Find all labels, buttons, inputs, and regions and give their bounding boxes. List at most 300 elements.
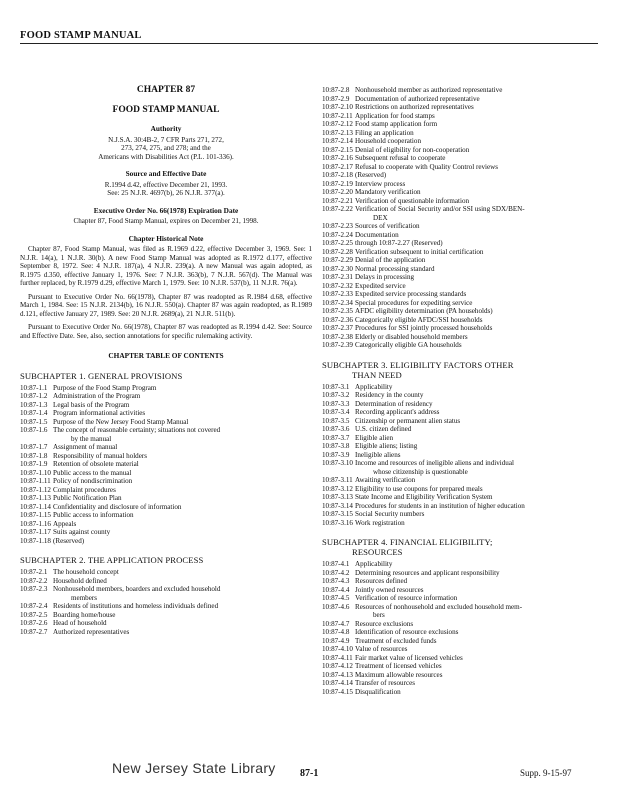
section-number: 10:87-4.13 bbox=[322, 670, 353, 679]
section-number: 10:87-2.17 bbox=[322, 162, 353, 171]
section-title-text: Authorized representatives bbox=[53, 627, 130, 636]
section-title bbox=[355, 316, 600, 325]
section-number: 10:87-3.13 bbox=[322, 493, 353, 501]
history-heading: Chapter Historical Note bbox=[128, 233, 204, 243]
toc-entry bbox=[322, 239, 600, 248]
toc-heading: CHAPTER TABLE OF CONTENTS bbox=[108, 351, 224, 360]
section-number: 10:87-4.12 bbox=[322, 662, 353, 670]
section-number: 10:87-2.28 bbox=[322, 247, 353, 256]
section-title-text: Retention of obsolete material bbox=[53, 460, 139, 468]
toc-entry bbox=[322, 391, 600, 400]
subchapter-2-title: SUBCHAPTER 2. THE APPLICATION PROCESS bbox=[20, 555, 204, 565]
source-heading: Source and Effective Date bbox=[125, 169, 207, 178]
section-number: 10:87-4.9 bbox=[322, 636, 350, 645]
subchapter-2-list bbox=[20, 568, 312, 636]
section-number: 10:87-2.21 bbox=[322, 196, 353, 205]
section-number: 10:87-3.12 bbox=[322, 484, 353, 493]
section-number: 10:87-2.8 bbox=[322, 86, 350, 94]
toc-entry bbox=[322, 299, 600, 308]
section-number: 10:87-2.37 bbox=[322, 324, 353, 332]
section-title-text: Filing an application bbox=[355, 128, 414, 137]
toc-entry bbox=[322, 282, 600, 291]
section-number: 10:87-1.11 bbox=[20, 477, 51, 485]
toc-entry bbox=[20, 577, 312, 586]
section-number: 10:87-1.13 bbox=[20, 494, 51, 502]
section-title bbox=[53, 392, 312, 401]
section-title bbox=[53, 577, 312, 586]
section-number: 10:87-3.2 bbox=[322, 391, 350, 399]
section-number: 10:87-2.34 bbox=[322, 298, 353, 307]
subchapter-1-title: SUBCHAPTER 1. GENERAL PROVISIONS bbox=[20, 370, 183, 381]
toc-entry bbox=[322, 502, 600, 511]
section-title-text: Refusal to cooperate with Quality Control reviews bbox=[355, 162, 499, 171]
subchapter-4-title bbox=[322, 537, 600, 557]
section-title-text: State Income and Eligibility Verification System bbox=[355, 493, 493, 501]
toc-entry bbox=[322, 154, 600, 163]
section-number: 10:87-1.6 bbox=[20, 426, 48, 434]
toc-entry bbox=[322, 476, 600, 485]
section-title-text: AFDC eligibility determination (PA households) bbox=[355, 307, 493, 315]
section-title bbox=[355, 324, 600, 333]
section-number: 10:87-2.20 bbox=[322, 188, 353, 196]
toc-entry bbox=[322, 519, 600, 528]
section-number: 10:87-1.3 bbox=[20, 400, 48, 409]
section-title bbox=[355, 586, 600, 595]
subchapter-3-title-line: SUBCHAPTER 3. ELIGIBILITY FACTORS OTHER bbox=[322, 359, 514, 370]
toc-entry bbox=[322, 86, 600, 95]
toc-entry bbox=[322, 188, 600, 197]
section-title bbox=[355, 383, 600, 392]
section-title bbox=[355, 180, 600, 189]
toc-entry bbox=[322, 577, 600, 586]
section-number: 10:87-1.18 bbox=[20, 536, 51, 545]
history-paragraph: Pursuant to Executive Order No. 66(1978), Chapter 87 was readopted as R.1994 d.42. See: Source and Effective Date. See, also, section annotations for specific rulemaking activity. bbox=[20, 323, 312, 340]
section-title bbox=[53, 568, 312, 577]
toc-entry bbox=[322, 637, 600, 646]
section-title-text: Documentation bbox=[355, 230, 399, 239]
section-title-text: Eligibility to use coupons for prepared meals bbox=[355, 484, 483, 493]
authority-line: N.J.S.A. 30:4B-2, 7 CFR Parts 271, 272, bbox=[108, 135, 224, 144]
section-number: 10:87-4.3 bbox=[322, 577, 350, 585]
section-number: 10:87-1.17 bbox=[20, 528, 51, 536]
section-title-continued: whose citizenship is questionable bbox=[373, 467, 468, 476]
section-title-text: Applicability bbox=[355, 560, 393, 568]
section-title-text: Public Notification Plan bbox=[53, 494, 122, 502]
section-number: 10:87-2.3 bbox=[20, 585, 48, 593]
toc-entry bbox=[20, 537, 312, 546]
section-title-text: Purpose of the Food Stamp Program bbox=[53, 383, 157, 392]
section-number: 10:87-2.19 bbox=[322, 179, 353, 188]
section-number: 10:87-3.6 bbox=[322, 425, 350, 433]
section-title bbox=[355, 391, 600, 400]
section-title-text: (Reserved) bbox=[355, 171, 387, 179]
toc-entry bbox=[322, 434, 600, 443]
toc-entry bbox=[20, 602, 312, 611]
toc-entry bbox=[20, 486, 312, 495]
section-title-text: Boarding home/house bbox=[53, 610, 116, 619]
toc-entry bbox=[322, 273, 600, 282]
toc-entry bbox=[322, 459, 600, 476]
section-title bbox=[355, 442, 600, 451]
toc-entry bbox=[322, 248, 600, 257]
section-number: 10:87-2.12 bbox=[322, 120, 353, 128]
toc-entry bbox=[20, 401, 312, 410]
section-title-text: Complaint procedures bbox=[53, 485, 116, 494]
section-title-text: Subsequent refusal to cooperate bbox=[355, 154, 446, 162]
section-number: 10:87-4.5 bbox=[322, 594, 350, 602]
section-title-text: Purpose of the New Jersey Food Stamp Manual bbox=[53, 417, 189, 426]
section-number: 10:87-3.3 bbox=[322, 399, 350, 408]
section-title bbox=[53, 520, 312, 529]
source-line: R.1994 d.42, effective December 21, 1993. bbox=[104, 180, 228, 189]
section-title bbox=[53, 418, 312, 427]
section-title bbox=[355, 86, 600, 95]
section-title-text: Residency in the county bbox=[355, 391, 424, 399]
section-title bbox=[355, 502, 600, 511]
eo-text: Chapter 87, Food Stamp Manual, expires on December 21, 1998. bbox=[73, 217, 259, 225]
section-title bbox=[355, 451, 600, 460]
section-title-text: Verification of resource information bbox=[355, 594, 458, 602]
section-number: 10:87-1.12 bbox=[20, 485, 51, 494]
section-number: 10:87-3.8 bbox=[322, 442, 350, 450]
section-title bbox=[355, 273, 600, 282]
library-stamp: New Jersey State Library bbox=[112, 760, 276, 776]
section-title-text: Normal processing standard bbox=[355, 264, 435, 273]
section-number: 10:87-2.9 bbox=[322, 94, 350, 103]
toc-entry bbox=[322, 256, 600, 265]
section-number: 10:87-2.13 bbox=[322, 128, 353, 137]
section-title bbox=[53, 494, 312, 503]
subchapter-4-list bbox=[322, 560, 600, 696]
section-title-text: Denial of eligibility for non-cooperation bbox=[355, 145, 470, 154]
toc-entry bbox=[322, 120, 600, 129]
toc-entry bbox=[322, 129, 600, 138]
section-title bbox=[355, 400, 600, 409]
section-title-text: Disqualification bbox=[355, 687, 401, 696]
authority-heading: Authority bbox=[150, 124, 182, 133]
subchapter-3-title bbox=[322, 360, 600, 380]
toc-entry bbox=[322, 408, 600, 417]
section-title bbox=[355, 577, 600, 586]
authority-line: 273, 274, 275, and 278; and the bbox=[121, 144, 211, 152]
section-number: 10:87-1.7 bbox=[20, 443, 48, 451]
section-title-text: Ineligible aliens bbox=[355, 450, 401, 459]
section-title-text: Determining resources and applicant responsibility bbox=[355, 568, 500, 577]
toc-entry bbox=[322, 231, 600, 240]
section-title bbox=[355, 459, 600, 476]
authority-line: Americans with Disabilities Act (P.L. 101-336). bbox=[98, 152, 234, 161]
section-title-text: Recording applicant's address bbox=[355, 408, 440, 416]
section-number: 10:87-2.25 bbox=[322, 239, 353, 247]
section-number: 10:87-2.18 bbox=[322, 171, 353, 179]
section-title-continued: bers bbox=[373, 611, 385, 619]
section-title bbox=[355, 476, 600, 485]
section-title-text: Social Security numbers bbox=[355, 510, 425, 518]
toc-entry bbox=[20, 452, 312, 461]
section-title-text: Public access to the manual bbox=[53, 468, 132, 477]
section-number: 10:87-2.33 bbox=[322, 290, 353, 298]
section-number: 10:87-4.15 bbox=[322, 687, 353, 696]
section-title bbox=[355, 205, 600, 222]
section-title bbox=[355, 628, 600, 637]
section-title bbox=[53, 401, 312, 410]
section-title bbox=[355, 560, 600, 569]
toc-entry bbox=[322, 324, 600, 333]
section-title-text: Household defined bbox=[53, 576, 107, 585]
section-title bbox=[355, 290, 600, 299]
section-title bbox=[53, 611, 312, 620]
section-title bbox=[355, 112, 600, 121]
section-title bbox=[53, 503, 312, 512]
toc-entry bbox=[20, 619, 312, 628]
toc-entry bbox=[322, 103, 600, 112]
section-number: 10:87-3.7 bbox=[322, 433, 350, 442]
toc-entry bbox=[322, 112, 600, 121]
section-title-text: Appeals bbox=[53, 519, 77, 528]
authority-text bbox=[20, 136, 312, 162]
section-title bbox=[355, 137, 600, 146]
section-number: 10:87-2.16 bbox=[322, 154, 353, 162]
section-title-text: Eligible aliens; listing bbox=[355, 442, 418, 450]
section-title-text: Jointly owned resources bbox=[355, 585, 424, 594]
section-title bbox=[355, 519, 600, 528]
section-title-text: Expedited service bbox=[355, 281, 406, 290]
section-number: 10:87-3.9 bbox=[322, 450, 350, 459]
toc-entry bbox=[322, 485, 600, 494]
section-title bbox=[355, 434, 600, 443]
section-title bbox=[355, 307, 600, 316]
section-title bbox=[53, 628, 312, 637]
section-title-text: Determination of residency bbox=[355, 399, 433, 408]
section-number: 10:87-2.24 bbox=[322, 230, 353, 239]
toc-entry bbox=[322, 180, 600, 189]
toc-entry bbox=[322, 333, 600, 342]
toc-entry bbox=[322, 560, 600, 569]
toc-entry bbox=[322, 265, 600, 274]
section-number: 10:87-1.5 bbox=[20, 417, 48, 426]
section-number: 10:87-1.10 bbox=[20, 468, 51, 477]
section-number: 10:87-1.9 bbox=[20, 460, 48, 468]
section-title bbox=[355, 265, 600, 274]
section-title bbox=[355, 425, 600, 434]
section-number: 10:87-1.16 bbox=[20, 519, 51, 528]
section-number: 10:87-1.1 bbox=[20, 383, 48, 392]
section-title-text: Policy of nondiscrimination bbox=[53, 477, 133, 485]
section-title bbox=[355, 679, 600, 688]
section-title-text: Nonhousehold member as authorized representative bbox=[355, 86, 503, 94]
section-title bbox=[355, 282, 600, 291]
section-title-text: Residents of institutions and homeless individuals defined bbox=[53, 602, 219, 610]
toc-entry bbox=[322, 205, 600, 222]
section-title-continued: DEX bbox=[373, 213, 388, 222]
section-number: 10:87-3.11 bbox=[322, 476, 353, 484]
section-title-text: Treatment of excluded funds bbox=[355, 636, 437, 645]
section-title-text: Legal basis of the Program bbox=[53, 400, 130, 409]
section-title-text: Interview process bbox=[355, 179, 406, 188]
section-title bbox=[355, 333, 600, 342]
toc-entry bbox=[322, 569, 600, 578]
section-title-text: U.S. citizen defined bbox=[355, 425, 412, 433]
section-number: 10:87-3.5 bbox=[322, 416, 350, 425]
toc-entry bbox=[322, 628, 600, 637]
section-number: 10:87-2.10 bbox=[322, 103, 353, 111]
subchapter-4-title-line: SUBCHAPTER 4. FINANCIAL ELIGIBILITY; bbox=[322, 537, 493, 547]
section-title bbox=[355, 645, 600, 654]
toc-entry bbox=[20, 628, 312, 637]
subchapter-4-title-line: RESOURCES bbox=[352, 547, 403, 557]
section-title-text: Delays in processing bbox=[355, 273, 415, 281]
section-title bbox=[53, 460, 312, 469]
section-title-text: (Reserved) bbox=[53, 536, 85, 545]
section-number: 10:87-1.8 bbox=[20, 451, 48, 460]
toc-entry bbox=[322, 197, 600, 206]
toc-entry bbox=[20, 611, 312, 620]
section-title-text: Application for food stamps bbox=[355, 111, 435, 120]
section-title-text: Applicability bbox=[355, 382, 393, 391]
section-title-text: Public access to information bbox=[53, 511, 134, 519]
toc-entry bbox=[322, 671, 600, 680]
section-number: 10:87-2.23 bbox=[322, 222, 353, 230]
section-number: 10:87-3.16 bbox=[322, 518, 353, 527]
section-title bbox=[355, 493, 600, 502]
section-title bbox=[355, 408, 600, 417]
section-title bbox=[355, 154, 600, 163]
toc-entry bbox=[322, 163, 600, 172]
toc-entry bbox=[322, 442, 600, 451]
toc-entry bbox=[322, 222, 600, 231]
toc-entry bbox=[20, 460, 312, 469]
section-number: 10:87-4.14 bbox=[322, 679, 353, 687]
toc-entry bbox=[20, 568, 312, 577]
section-title-text: Resource exclusions bbox=[355, 619, 414, 628]
section-title-text: Eligible alien bbox=[355, 433, 394, 442]
section-title-text: Head of household bbox=[53, 619, 107, 627]
section-number: 10:87-2.31 bbox=[322, 273, 353, 281]
section-title-text: Work registration bbox=[355, 518, 405, 527]
section-title bbox=[355, 231, 600, 240]
section-title-text: Restrictions on authorized representatives bbox=[355, 103, 474, 111]
toc-entry bbox=[322, 341, 600, 350]
section-title-text: Awaiting verification bbox=[355, 476, 416, 484]
section-number: 10:87-3.4 bbox=[322, 408, 350, 416]
section-title-text: Verification of questionable information bbox=[355, 196, 470, 205]
section-title-text: Resources of nonhousehold and excluded household mem- bbox=[355, 602, 523, 611]
section-number: 10:87-2.7 bbox=[20, 627, 48, 636]
section-title-text: Citizenship or permanent alien status bbox=[355, 416, 461, 425]
section-title-text: Categorically eligible GA households bbox=[355, 341, 462, 349]
toc-entry bbox=[322, 654, 600, 663]
toc-entry bbox=[20, 477, 312, 486]
section-title bbox=[355, 163, 600, 172]
section-number: 10:87-1.4 bbox=[20, 409, 48, 417]
section-title-text: The concept of reasonable certainty; situations not covered bbox=[53, 426, 221, 434]
toc-entry bbox=[322, 383, 600, 392]
section-title bbox=[355, 256, 600, 265]
toc-entry bbox=[322, 400, 600, 409]
toc-entry bbox=[322, 316, 600, 325]
section-title-text: Denial of the application bbox=[355, 256, 426, 264]
section-title bbox=[53, 409, 312, 418]
section-title-text: Nonhousehold members, boarders and excluded household bbox=[53, 585, 221, 593]
section-title-text: Special procedures for expediting service bbox=[355, 298, 473, 307]
section-title-text: The household concept bbox=[53, 568, 119, 576]
section-title bbox=[53, 477, 312, 486]
section-number: 10:87-3.15 bbox=[322, 510, 353, 518]
toc-entry bbox=[322, 137, 600, 146]
chapter-title: FOOD STAMP MANUAL bbox=[112, 105, 220, 115]
toc-entry bbox=[322, 417, 600, 426]
section-number: 10:87-2.32 bbox=[322, 281, 353, 290]
section-title-continued: members bbox=[71, 593, 98, 602]
section-number: 10:87-4.1 bbox=[322, 560, 350, 568]
section-number: 10:87-3.1 bbox=[322, 382, 350, 391]
section-title bbox=[53, 602, 312, 611]
section-title bbox=[355, 603, 600, 620]
section-title-text: Maximum allowable resources bbox=[355, 670, 443, 679]
section-title bbox=[355, 120, 600, 129]
section-title-text: through 10:87-2.27 (Reserved) bbox=[355, 239, 443, 247]
section-title-text: Mandatory verification bbox=[355, 188, 421, 196]
source-line: See: 25 N.J.R. 4697(b), 26 N.J.R. 377(a). bbox=[107, 189, 225, 197]
section-number: 10:87-4.7 bbox=[322, 619, 350, 628]
section-title-text: Verification of Social Security and/or SSI using SDX/BEN- bbox=[355, 205, 525, 213]
toc-entry bbox=[20, 511, 312, 520]
toc-entry bbox=[322, 451, 600, 460]
section-number: 10:87-2.29 bbox=[322, 256, 353, 264]
section-number: 10:87-4.4 bbox=[322, 585, 350, 594]
section-number: 10:87-2.6 bbox=[20, 619, 48, 627]
section-title bbox=[355, 594, 600, 603]
toc-entry bbox=[20, 494, 312, 503]
section-number: 10:87-2.14 bbox=[322, 137, 353, 145]
toc-entry bbox=[20, 503, 312, 512]
toc-entry bbox=[20, 469, 312, 478]
section-title bbox=[53, 426, 312, 443]
section-title-text: Food stamp application form bbox=[355, 120, 438, 128]
eo-heading: Executive Order No. 66(1978) Expiration Date bbox=[93, 205, 239, 215]
subchapter-1-list bbox=[20, 384, 312, 546]
section-title bbox=[355, 299, 600, 308]
section-number: 10:87-4.11 bbox=[322, 653, 353, 662]
toc-entry bbox=[20, 528, 312, 537]
section-number: 10:87-4.2 bbox=[322, 568, 350, 577]
section-title-text: Program informational activities bbox=[53, 409, 146, 417]
section-title-text: Fair market value of licensed vehicles bbox=[355, 653, 463, 662]
section-number: 10:87-2.15 bbox=[322, 145, 353, 154]
section-number: 10:87-2.22 bbox=[322, 205, 353, 213]
section-number: 10:87-2.1 bbox=[20, 568, 48, 576]
section-title bbox=[53, 511, 312, 520]
section-number: 10:87-4.10 bbox=[322, 645, 353, 653]
section-number: 10:87-1.14 bbox=[20, 502, 51, 511]
section-title bbox=[355, 239, 600, 248]
section-title bbox=[355, 569, 600, 578]
section-title bbox=[53, 585, 312, 602]
section-title bbox=[53, 619, 312, 628]
section-title-text: Verification subsequent to initial certification bbox=[355, 247, 484, 256]
toc-entry bbox=[20, 585, 312, 602]
subchapter-2-list-continued bbox=[322, 86, 600, 350]
toc-entry bbox=[322, 425, 600, 434]
section-title bbox=[53, 537, 312, 546]
toc-entry bbox=[20, 520, 312, 529]
section-title-text: Household cooperation bbox=[355, 137, 421, 145]
section-title bbox=[355, 171, 600, 180]
supplement-date: Supp. 9-15-97 bbox=[520, 768, 572, 778]
section-title bbox=[355, 248, 600, 257]
section-title bbox=[355, 341, 600, 350]
section-title bbox=[53, 469, 312, 478]
